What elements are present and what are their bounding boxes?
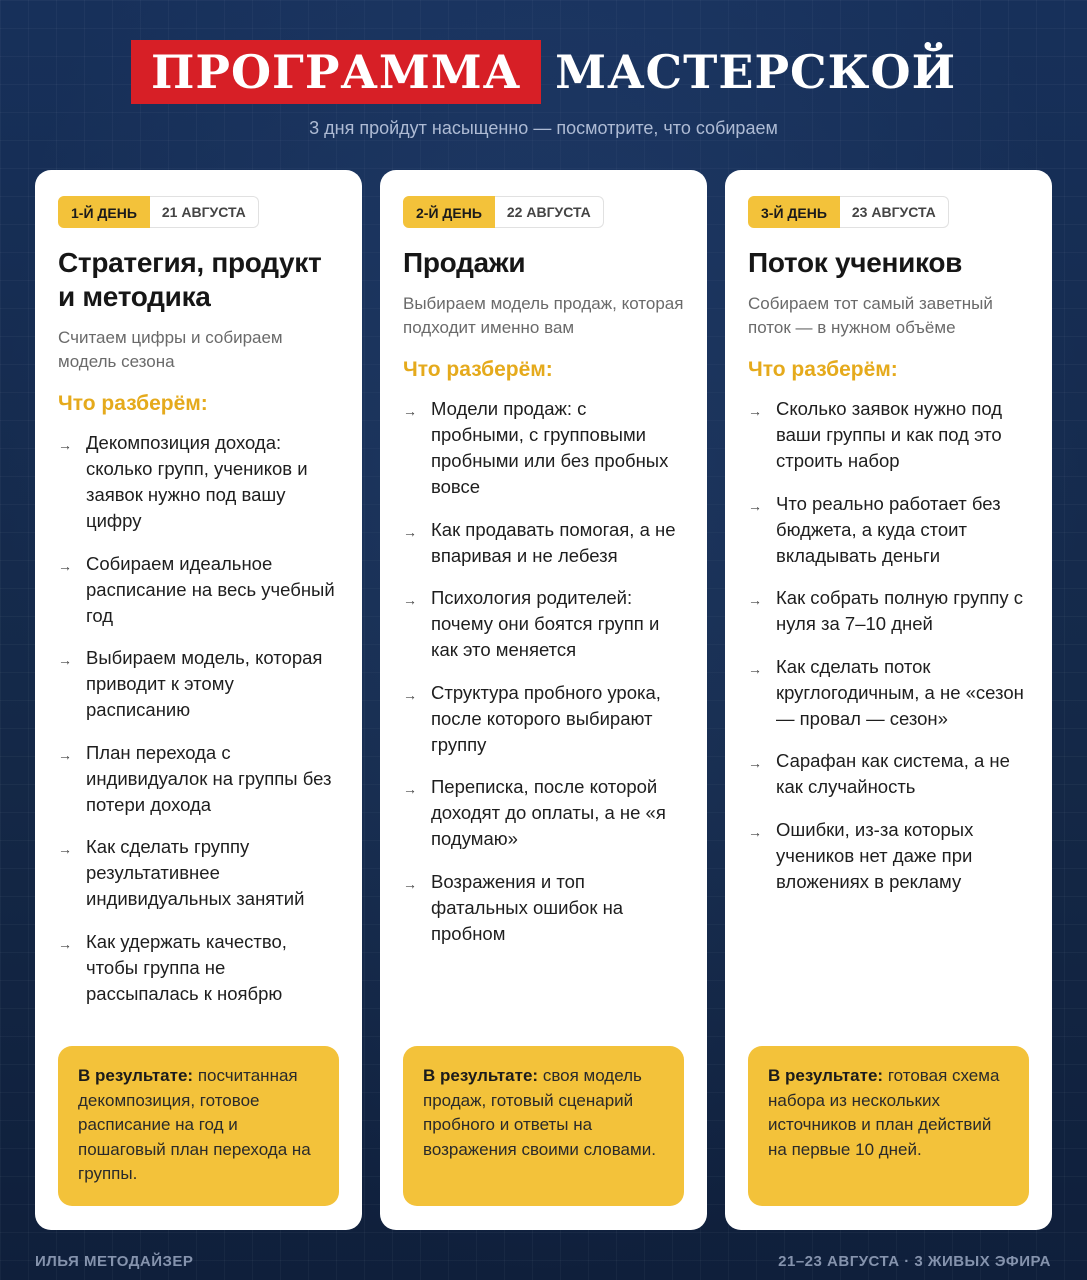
- list-item-text: Что реально работает без бюджета, а куда стоит вкладывать деньги: [776, 492, 1001, 566]
- arrow-right-icon: →: [58, 935, 72, 952]
- list-item-text: Сколько заявок нужно под ваши группы и как под это строить набор: [776, 398, 1003, 471]
- arrow-right-icon: →: [748, 403, 762, 419]
- list-item: [58, 740, 339, 818]
- day-badge: 2-Й ДЕНЬ: [403, 196, 495, 228]
- arrow-right-icon: →: [748, 755, 762, 771]
- footer-dates: 21–23 АВГУСТА · 3 ЖИВЫХ ЭФИРА: [778, 1253, 1051, 1270]
- card-title: Стратегия, продукт и методика: [58, 247, 322, 312]
- topics-list: [748, 396, 1029, 895]
- date-badge: 23 АВГУСТА: [840, 196, 949, 228]
- topics-list: [58, 430, 339, 1007]
- list-item: [748, 817, 1029, 895]
- list-item: [748, 491, 1029, 569]
- result-text: готовая схема набора из нескольких источников и план действий на первые 10 дней.: [768, 1066, 1000, 1159]
- day-tags: [403, 196, 684, 228]
- list-item: [58, 551, 339, 629]
- list-item: [58, 834, 339, 912]
- date-badge: 21 АВГУСТА: [150, 196, 259, 228]
- list-item-text: Ошибки, из-за которых учеников нет даже при вложениях в рекламу: [776, 818, 974, 892]
- day-badge: 3-Й ДЕНЬ: [748, 196, 840, 228]
- arrow-right-icon: →: [58, 746, 72, 763]
- list-item-text: План перехода с индивидуалок на группы без потери дохода: [86, 741, 332, 815]
- arrow-right-icon: →: [748, 497, 762, 514]
- day-card-1: [35, 170, 362, 1230]
- list-item: [748, 396, 1029, 474]
- day-card-2: [380, 170, 707, 1230]
- list-item: [403, 517, 684, 569]
- day-badge: 1-Й ДЕНЬ: [58, 196, 150, 228]
- list-item: [58, 430, 339, 534]
- list-item-text: Возражения и топ фатальных ошибок на пробном: [431, 870, 624, 944]
- list-item-text: Собираем идеальное расписание на весь учебный год: [86, 552, 335, 626]
- arrow-right-icon: →: [403, 686, 417, 703]
- list-item-text: Структура пробного урока, после которого выбирают группу: [431, 681, 661, 755]
- list-item: [748, 585, 1029, 637]
- day-tags: [58, 196, 339, 228]
- list-item-text: Как собрать полную группу с нуля за 7–10 дней: [776, 587, 1023, 634]
- list-item-text: Как сделать группу результативнее индивидуальных занятий: [86, 836, 305, 909]
- list-item-text: Как сделать поток круглогодичным, а не «сезон — провал — сезон»: [776, 655, 1024, 729]
- result-text: посчитанная декомпозиция, готовое расписание на год и пошаговый план перехода на группы.: [78, 1066, 311, 1183]
- list-item: [58, 645, 339, 723]
- list-item-text: Выбираем модель, которая приводит к этому расписанию: [86, 647, 323, 720]
- list-item: [403, 869, 684, 947]
- list-item-text: Сарафан как система, а не как случайность: [776, 750, 1010, 797]
- arrow-right-icon: →: [748, 823, 762, 840]
- result-box: [403, 1046, 684, 1206]
- list-item: [403, 774, 684, 852]
- footer-author: ИЛЬЯ МЕТОДАЙЗЕР: [35, 1253, 194, 1270]
- day-card-3: [725, 170, 1052, 1230]
- date-badge: 22 АВГУСТА: [495, 196, 604, 228]
- list-item-text: Декомпозиция дохода: сколько групп, учеников и заявок нужно под вашу цифру: [86, 432, 308, 531]
- result-label: В результате:: [768, 1066, 884, 1085]
- topics-heading: Что разберём:: [748, 358, 898, 381]
- arrow-right-icon: →: [403, 875, 417, 892]
- title-rest: МАСТЕРСКОЙ: [555, 45, 957, 99]
- arrow-right-icon: →: [58, 437, 72, 453]
- card-title: Продажи: [403, 247, 526, 278]
- day-tags: [748, 196, 1029, 228]
- card-subtitle: Собираем тот самый заветный поток — в нужном объёме: [748, 294, 993, 337]
- page-subtitle: 3 дня пройдут насыщенно — посмотрите, что собираем: [309, 118, 778, 138]
- list-item-text: Психология родителей: почему они боятся групп и как это меняется: [431, 587, 660, 660]
- arrow-right-icon: →: [58, 652, 72, 668]
- arrow-right-icon: →: [748, 592, 762, 608]
- list-item: [58, 929, 339, 1007]
- list-item-text: Модели продаж: с пробными, с групповыми пробными или без пробных вовсе: [431, 398, 669, 497]
- topics-list: [403, 396, 684, 947]
- list-item: [748, 654, 1029, 732]
- arrow-right-icon: →: [403, 403, 417, 419]
- result-label: В результате:: [78, 1066, 194, 1085]
- arrow-right-icon: →: [403, 781, 417, 797]
- topics-heading: Что разберём:: [58, 392, 208, 415]
- page-header: [0, 40, 1087, 104]
- list-item-text: Как продавать помогая, а не впаривая и не лебезя: [431, 518, 676, 566]
- result-label: В результате:: [423, 1066, 539, 1085]
- list-item-text: Как удержать качество, чтобы группа не рассыпалась к ноябрю: [86, 930, 287, 1004]
- list-item: [403, 396, 684, 500]
- card-subtitle: Считаем цифры и собираем модель сезона: [58, 328, 283, 371]
- list-item-text: Переписка, после которой доходят до оплаты, а не «я подумаю»: [431, 776, 666, 849]
- topics-heading: Что разберём:: [403, 358, 553, 381]
- card-subtitle: Выбираем модель продаж, которая подходит именно вам: [403, 294, 684, 337]
- list-item: [748, 748, 1029, 800]
- card-title: Поток учеников: [748, 247, 963, 278]
- result-box: [748, 1046, 1029, 1206]
- arrow-right-icon: →: [58, 557, 72, 574]
- arrow-right-icon: →: [403, 523, 417, 540]
- list-item: [403, 680, 684, 758]
- arrow-right-icon: →: [58, 841, 72, 857]
- result-text: своя модель продаж, готовый сценарий пробного и ответы на возражения своими словами.: [423, 1066, 656, 1159]
- list-item: [403, 585, 684, 663]
- arrow-right-icon: →: [748, 660, 762, 677]
- title-highlight: ПРОГРАММА: [131, 40, 541, 104]
- result-box: [58, 1046, 339, 1206]
- arrow-right-icon: →: [403, 592, 417, 608]
